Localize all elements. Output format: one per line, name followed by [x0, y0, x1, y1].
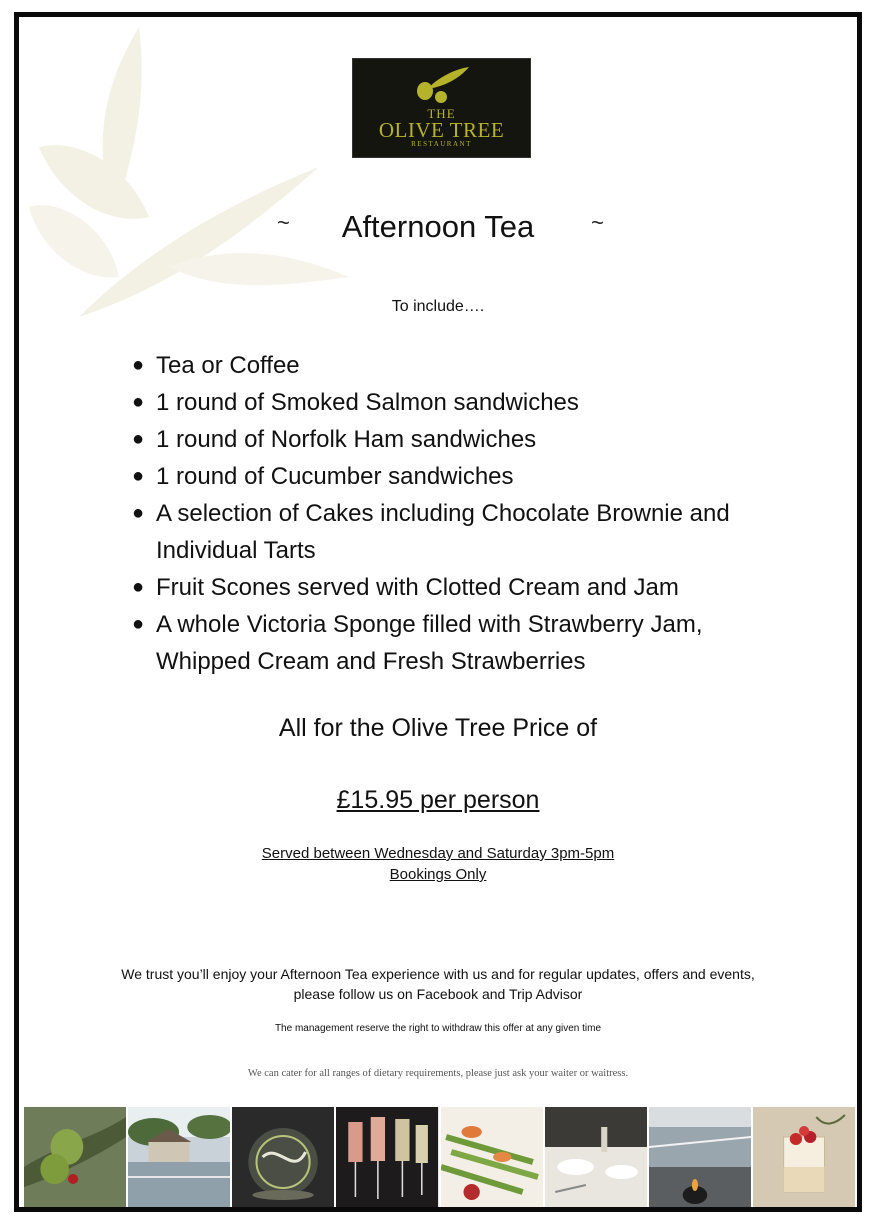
logo-line-name: OLIVE TREE — [378, 118, 505, 142]
bookings-only: Bookings Only — [389, 866, 487, 883]
olive-leaf-icon — [411, 63, 471, 107]
dietary-notice: We can cater for all ranges of dietary requirements, please just ask your waiter or waitress. — [247, 1068, 629, 1079]
champagne-glasses-photo — [336, 1107, 438, 1207]
price-line — [19, 786, 857, 815]
menu-page — [14, 12, 862, 1212]
bullet-icon: ● — [132, 502, 145, 524]
olive-branch-watermark — [19, 17, 379, 377]
list-item: ● Fruit Scones served with Clotted Cream and Jam — [156, 569, 796, 606]
olive-tree-logo — [352, 58, 531, 158]
dessert-photo — [753, 1107, 855, 1207]
page-title: Afternoon Tea — [341, 209, 535, 244]
bullet-icon: ● — [132, 391, 145, 413]
price-intro: All for the Olive Tree Price of — [278, 714, 598, 742]
list-item: ● 1 round of Norfolk Ham sandwiches — [156, 421, 796, 458]
served-times: Served between Wednesday and Saturday 3pm-5pm — [261, 845, 615, 862]
tilde-right: ~ — [591, 210, 604, 235]
list-item: ● 1 round of Cucumber sandwiches — [156, 458, 796, 495]
bullet-icon: ● — [132, 576, 145, 598]
list-item: ● 1 round of Smoked Salmon sandwiches — [156, 384, 796, 421]
list-item: ● Tea or Coffee — [156, 347, 796, 384]
intro-text: To include…. — [391, 298, 485, 315]
tilde-left: ~ — [277, 210, 290, 235]
olive-photo — [24, 1107, 126, 1207]
bullet-icon: ● — [132, 465, 145, 487]
logo-line-restaurant: RESTAURANT — [411, 140, 472, 148]
bullet-icon: ● — [132, 613, 145, 635]
trust-message: We trust you’ll enjoy your Afternoon Tea experience with us and for regular updates, offers and events, please follow us on Facebook and Trip Advisor — [121, 966, 755, 1002]
glass-vase-photo — [232, 1107, 334, 1207]
bullet-icon: ● — [132, 354, 145, 376]
serving-info — [19, 843, 857, 885]
photo-strip — [24, 1107, 857, 1207]
restaurant-exterior-photo — [128, 1107, 230, 1207]
price: £15.95 per person — [336, 786, 540, 814]
list-item: ● A selection of Cakes including Chocolate Brownie and Individual Tarts — [156, 495, 796, 569]
management-notice: The management reserve the right to withdraw this offer at any given time — [274, 1023, 602, 1034]
menu-items-list — [132, 347, 796, 680]
asparagus-dish-photo — [441, 1107, 543, 1207]
logo-line-the: THE — [427, 106, 456, 121]
bullet-icon: ● — [132, 428, 145, 450]
table-setting-photo — [545, 1107, 647, 1207]
lakeside-terrace-photo — [649, 1107, 751, 1207]
list-item: ● A whole Victoria Sponge filled with Strawberry Jam, Whipped Cream and Fresh Strawberries — [156, 606, 796, 680]
